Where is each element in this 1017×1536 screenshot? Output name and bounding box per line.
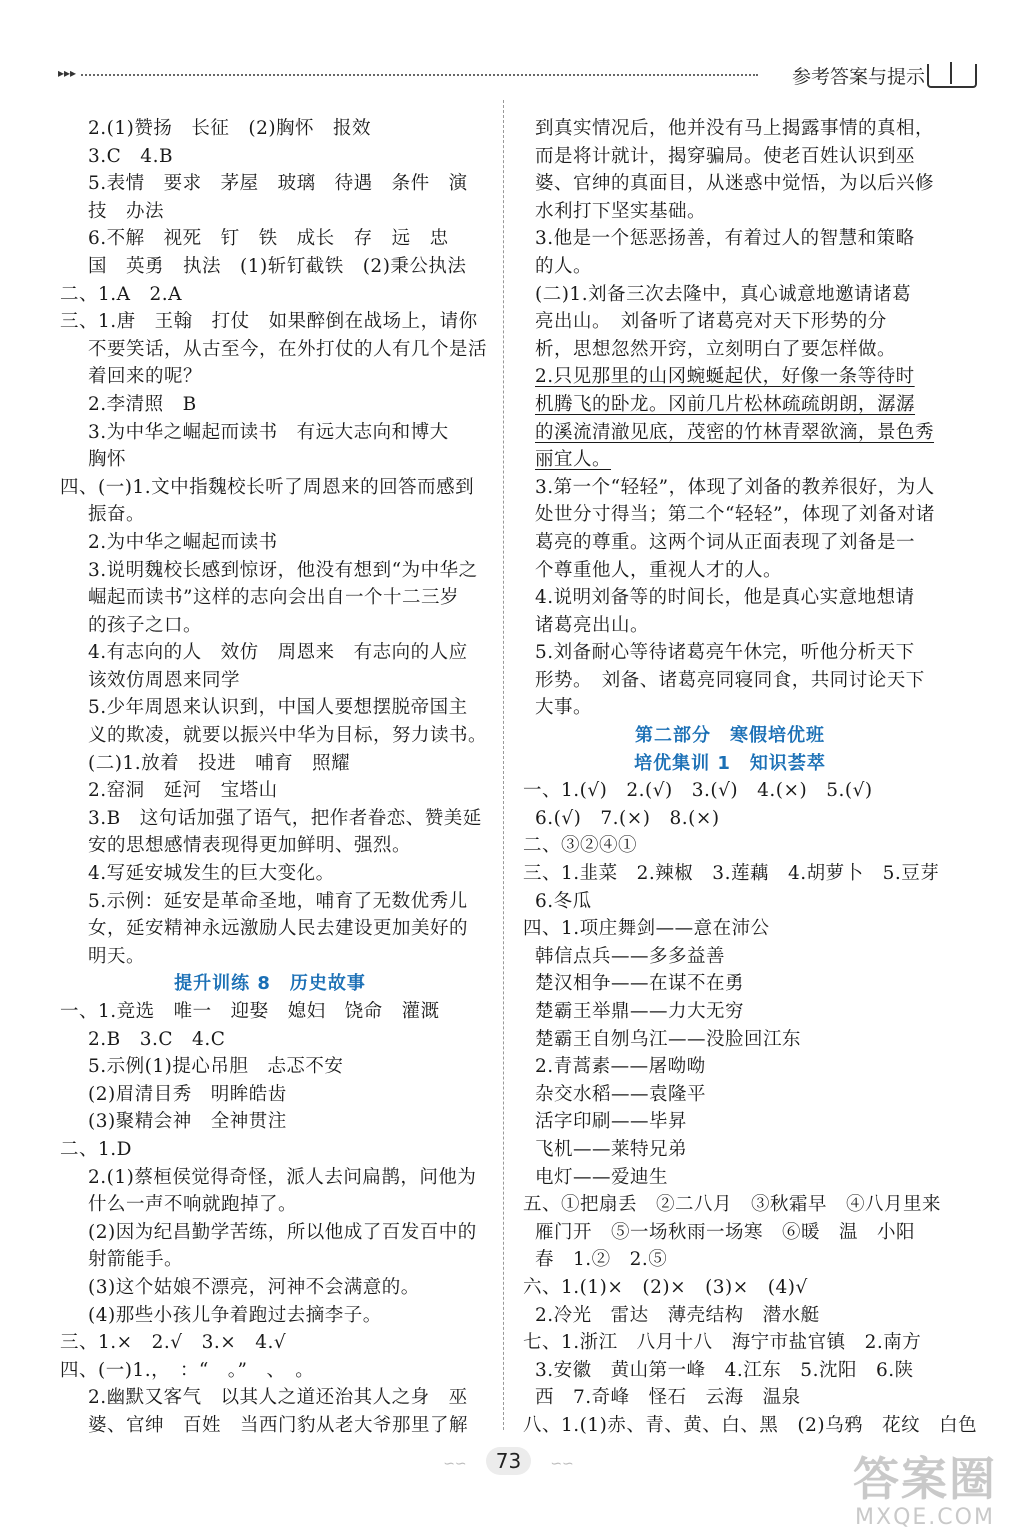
answer-line: 不要笑话，从古至今，在外打仗的人有几个是活 [88, 338, 488, 360]
answer-line: 而是将计就计，揭穿骗局。使老百姓认识到巫 [535, 145, 916, 167]
answer-line: 八、1.(1)赤、青、黄、白、黑 (2)乌鸦 花纹 白色 [523, 1414, 978, 1436]
answer-line: 到真实情况后，他并没有马上揭露事情的真相， [535, 118, 935, 139]
answer-line: 2.冷光 雷达 薄壳结构 潜水艇 [535, 1304, 820, 1326]
answer-line: 二、③②④① [523, 835, 638, 857]
answer-line: 亮出山。 刘备听了诸葛亮对天下形势的分 [535, 311, 887, 333]
answer-line: 丽宜人。 [535, 449, 612, 471]
answer-line: 析，思想忽然开窍，立刻明白了要怎样做。 [535, 338, 897, 360]
answer-line: 四、(一)1.， ：“ 。” 、 。 [60, 1359, 315, 1381]
footer-right-ornament: ∽∽ [550, 1456, 574, 1472]
answer-line: 3.B 这句话加强了语气，把作者眷恋、赞美延 [88, 807, 482, 829]
answer-line: 水利打下坚实基础。 [535, 200, 707, 222]
answer-line: 2.青蒿素——屠呦呦 [535, 1056, 706, 1078]
answer-line: 着回来的呢？ [88, 366, 203, 388]
answer-line: 胸怀 [88, 449, 127, 471]
answer-line: (二)1.刘备三次去隆中，真心诚意地邀请诸葛 [535, 283, 912, 305]
answer-line: 雁门开 ⑤一场秋雨一场寒 ⑥暖 温 小阳 [535, 1221, 916, 1243]
answer-line: 活字印刷——毕昇 [535, 1111, 688, 1133]
answer-line: (二)1.放着 投进 哺育 照耀 [88, 752, 351, 774]
answer-line: (2)因为纪昌勤学苦练，所以他成了百发百中的 [88, 1221, 477, 1243]
answer-line: (3)这个姑娘不漂亮，河神不会满意的。 [88, 1276, 420, 1298]
answer-line: 振奋。 [88, 504, 146, 526]
answer-line: 的溪流清澈见底，茂密的竹林青翠欲滴，景色秀 [535, 421, 935, 443]
answer-line: 2.只见那里的山冈蜿蜒起伏，好像一条等待时 [535, 366, 915, 388]
answer-line: 国 英勇 执法 (1)斩钉截铁 (2)秉公执法 [88, 255, 467, 277]
page-header [58, 62, 977, 90]
answer-line: 明天。 [88, 945, 146, 967]
answer-line: 5.表情 要求 茅屋 玻璃 待遇 条件 演 [88, 173, 468, 195]
answer-line: 2.幽默又客气 以其人之道还治其人之身 巫 [88, 1387, 468, 1409]
answer-line: 5.少年周恩来认识到，中国人要想摆脱帝国主 [88, 697, 468, 719]
answer-line: 楚汉相争——在谋不在勇 [535, 973, 745, 995]
answer-line: 3.C 4.B [88, 145, 174, 167]
answer-line: 个尊重他人，重视人才的人。 [535, 559, 783, 581]
answer-line: 一、1.(√) 2.(√) 3.(√) 4.(×) 5.(√) [523, 780, 873, 802]
answer-line: 三、1.× 2.√ 3.× 4.√ [60, 1332, 287, 1354]
answer-line: 大事。 [535, 697, 593, 719]
answer-line: 葛亮的尊重。这两个词从正面表现了刘备是一 [535, 531, 916, 553]
answer-line: 形势。 刘备、诸葛亮同寝同食，共同讨论天下 [535, 669, 925, 691]
answer-line: 3.他是一个惩恶扬善，有着过人的智慧和策略 [535, 228, 915, 250]
answer-line: 一、1.竞选 唯一 迎娶 媳妇 饶命 灌溉 [60, 1001, 440, 1022]
answer-line: 女，延安精神永远激励人民去建设更加美好的 [88, 918, 469, 940]
answer-line: 2.B 3.C 4.C [88, 1028, 226, 1050]
answer-line: 七、1.浙江 八月十八 海宁市盐官镇 2.南方 [523, 1332, 922, 1354]
answer-line: (3)聚精会神 全神贯注 [88, 1111, 287, 1133]
answer-line: 3.第一个“轻轻”，体现了刘备的教养很好，为人 [535, 476, 935, 498]
answer-line: 3.安徽 黄山第一峰 4.江东 5.沈阳 6.陕 [535, 1359, 914, 1381]
answer-line: (2)眉清目秀 明眸皓齿 [88, 1083, 287, 1105]
answer-line: 3.为中华之崛起而读书 有远大志向和博大 [88, 421, 449, 443]
answer-line: 飞机——莱特兄弟 [535, 1138, 688, 1160]
answer-line: 韩信点兵——多多益善 [535, 945, 726, 967]
answer-line: 西 7.奇峰 怪石 云海 温泉 [535, 1387, 801, 1409]
answer-line: 2.为中华之崛起而读书 [88, 531, 278, 553]
answer-line: 杂交水稻——袁隆平 [535, 1083, 707, 1105]
answer-line: 5.示例(1)提心吊胆 忐忑不安 [88, 1056, 344, 1078]
footer-left-ornament: ∽∽ [443, 1456, 467, 1472]
answer-line: 楚霸王举鼎——力大无穷 [535, 1001, 745, 1022]
answer-line: 义的欺凌，就要以振兴中华为目标，努力读书。 [88, 725, 488, 747]
answer-line: 2.窑洞 延河 宝塔山 [88, 780, 278, 802]
answer-line: 楚霸王自刎乌江——没脸回江东 [535, 1028, 802, 1050]
answer-line: 6.(√) 7.(×) 8.(×) [535, 807, 720, 829]
open-book-icon [927, 64, 977, 88]
answer-line: 该效仿周恩来同学 [88, 669, 241, 691]
answer-line: 春 1.② 2.⑤ [535, 1249, 668, 1271]
answer-line: 机腾飞的卧龙。冈前几片松林疏疏朗朗，潺潺 [535, 393, 916, 415]
answer-line: 安的思想感情表现得更加鲜明、强烈。 [88, 835, 412, 857]
answer-line: 2.(1)赞扬 长征 (2)胸怀 报效 [88, 118, 372, 139]
right-answer-column [523, 115, 978, 1440]
site-watermark [853, 1453, 997, 1530]
answer-line: 四、(一)1.文中指魏校长听了周恩来的回答而感到 [60, 476, 475, 498]
watermark-url: MXQE.COM [855, 1505, 995, 1530]
column-divider [503, 100, 504, 1430]
answer-line: 5.刘备耐心等待诸葛亮午休完，听他分析天下 [535, 642, 915, 664]
answer-line: 三、1.唐 王翰 打仗 如果醉倒在战场上，请你 [60, 311, 478, 333]
answer-line: 四、1.项庄舞剑——意在沛公 [523, 918, 770, 940]
header-dotted-rule [58, 74, 758, 76]
page-number: 73 [486, 1447, 531, 1475]
answer-line: 3.说明魏校长感到惊讶，他没有想到“为中华之 [88, 559, 478, 581]
answer-line: 诸葛亮出山。 [535, 614, 650, 636]
answer-line: 婆、官绅的真面目，从迷惑中觉悟，为以后兴修 [535, 173, 935, 195]
answer-line: 4.有志向的人 效仿 周恩来 有志向的人应 [88, 642, 468, 664]
answer-line: 5.示例：延安是革命圣地，哺育了无数优秀儿 [88, 890, 468, 912]
answer-line: 的孩子之口。 [88, 614, 203, 636]
left-answer-column [60, 115, 488, 1440]
answer-line: 二、1.A 2.A [60, 283, 183, 305]
answer-line: 6.不解 视死 钉 铁 成长 存 远 忠 [88, 228, 449, 250]
answer-line: 婆、官绅 百姓 当西门豹从老大爷那里了解 [88, 1414, 469, 1436]
answer-line: 的人。 [535, 255, 593, 277]
section-heading: 培优集训 1 知识荟萃 [634, 752, 826, 774]
answer-line: 6.冬瓜 [535, 890, 592, 912]
section-heading: 第二部分 寒假培优班 [635, 725, 825, 747]
watermark-logo-text: 答案圈 [853, 1452, 997, 1506]
answer-line: 三、1.韭菜 2.辣椒 3.莲藕 4.胡萝卜 5.豆芽 [523, 863, 940, 885]
answer-line: 2.(1)蔡桓侯觉得奇怪，派人去问扁鹊，问他为 [88, 1166, 477, 1188]
answer-line: 五、①把扇丢 ②二八月 ③秋霜早 ④八月里来 [523, 1194, 942, 1216]
answer-line: (4)那些小孩儿争着跑过去摘李子。 [88, 1304, 382, 1326]
header-arrows-icon: ▸▸▸ [58, 66, 80, 80]
header-title: 参考答案与提示 [791, 66, 925, 88]
answer-line: 2.李清照 B [88, 393, 197, 415]
answer-line: 技 办法 [88, 200, 165, 222]
answer-line: 六、1.(1)× (2)× (3)× (4)√ [523, 1276, 808, 1298]
answer-line: 射箭能手。 [88, 1249, 184, 1271]
answer-line: 4.说明刘备等的时间长，他是真心实意地想请 [535, 587, 915, 609]
answer-line: 处世分寸得当；第二个“轻轻”，体现了刘备对诸 [535, 504, 935, 526]
answer-line: 二、1.D [60, 1138, 132, 1160]
section-heading: 提升训练 8 历史故事 [174, 973, 366, 995]
answer-line: 什么一声不响就跑掉了。 [88, 1194, 298, 1216]
answer-line: 崛起而读书”这样的志向会出自一个十二三岁 [88, 587, 459, 609]
answer-line: 4.写延安城发生的巨大变化。 [88, 863, 335, 885]
answer-line: 电灯——爱迪生 [535, 1166, 669, 1188]
